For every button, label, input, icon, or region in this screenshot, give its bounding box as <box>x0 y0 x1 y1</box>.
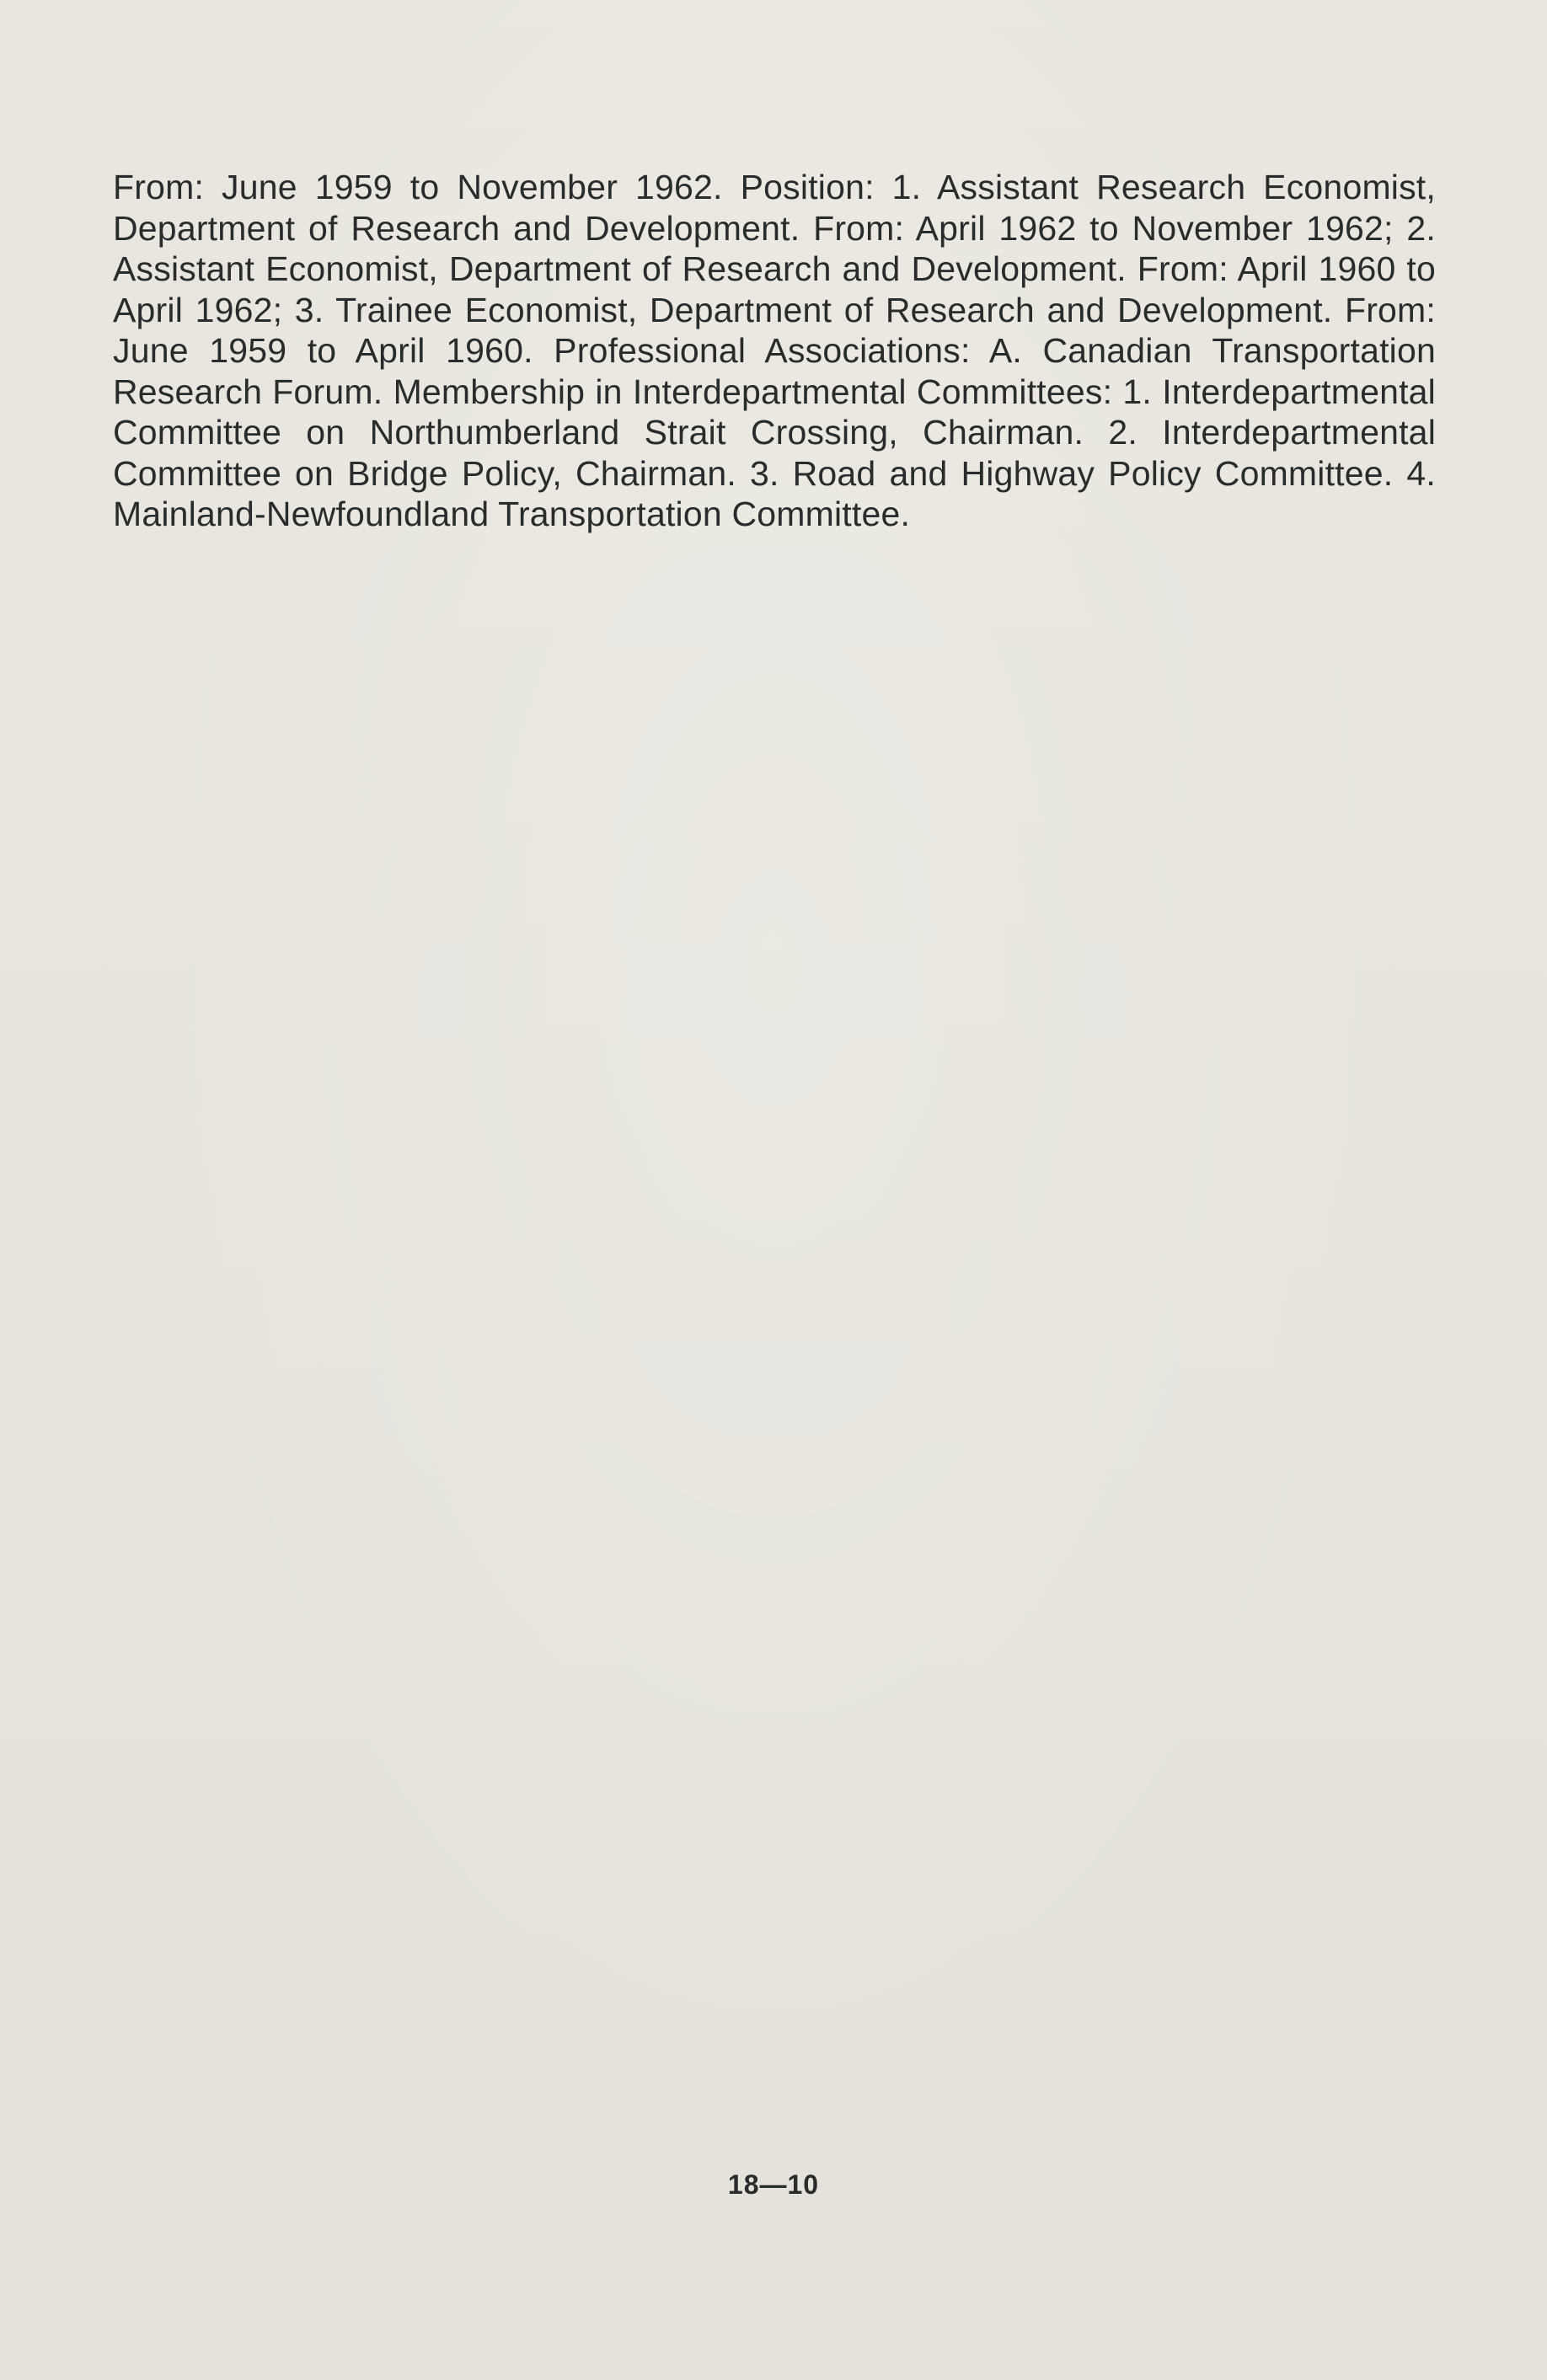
page-number: 18—10 <box>727 2169 820 2200</box>
body-paragraph: From: June 1959 to November 1962. Position: 1. Assistant Research Economist, Department of Research and Development. From: April 1962 to November 1962; 2. Assistant Economist, Department of Research and Development. From: April 1960 to April 1962; 3. Trainee Economist, Department of Research and Development. From: June 1959 to April 1960. Professional Associations: A. Canadian Transportation Research Forum. Membership in Interdepartmental Committees: 1. Interdepartmental Committee on Northumberland Strait Crossing, Chairman. 2. Interdepartmental Committee on Bridge Policy, Chairman. 3. Road and Highway Policy Committee. 4. Mainland-Newfoundland Transportation Committee. <box>113 168 1436 533</box>
